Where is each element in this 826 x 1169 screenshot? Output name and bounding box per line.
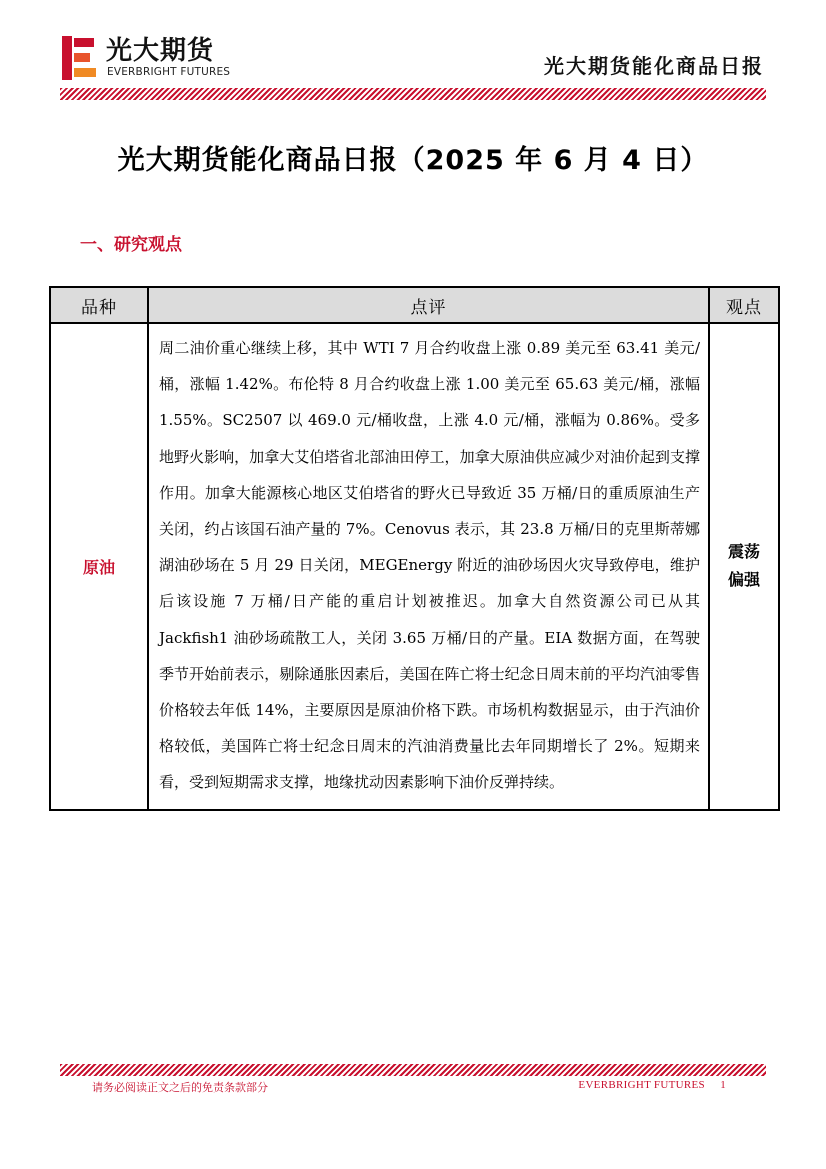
disclaimer-text: 请务必阅读正文之后的免责条款部分	[92, 1081, 268, 1094]
logo-text-en: EVERBRIGHT FUTURES	[107, 66, 231, 78]
footer-brand-name: EVERBRIGHT FUTURES	[578, 1079, 705, 1091]
table-row	[50, 323, 779, 810]
variety-cell: 原油	[50, 323, 148, 810]
page-number: 1	[720, 1079, 726, 1091]
column-header-variety: 品种	[50, 287, 148, 323]
column-header-comment: 点评	[148, 287, 709, 323]
everbright-logo-icon	[62, 36, 98, 80]
header-title: 光大期货能化商品日报	[544, 54, 764, 78]
section-heading-research: 一、研究观点	[80, 235, 182, 255]
header-divider	[60, 88, 766, 100]
comment-cell: 周二油价重心继续上移，其中 WTI 7 月合约收盘上涨 0.89 美元至 63.41 美元/桶，涨幅 1.42%。布伦特 8 月合约收盘上涨 1.00 美元至 65.63 美元/桶，涨幅 1.55%。SC2507 以 469.0 元/桶收盘，上涨 4.0 元/桶，涨幅为 0.86%。受多地野火影响，加拿大艾伯塔省北部油田停工，加拿大原油供应减少对油价起到支撑作用。加拿大能源核心地区艾伯塔省的野火已导致近 35 万桶/日的重质原油生产关闭，约占该国石油产量的 7%。Cenovus 表示，其 23.8 万桶/日的克里斯蒂娜湖油砂场在 5 月 29 日关闭，MEGEnergy 附近的油砂场因火灾导致停电，维护后该设施 7 万桶/日产能的重启计划被推迟。加拿大自然资源公司已从其 Jackfish1 油砂场疏散工人，关闭 3.65 万桶/日的产量。EIA 数据方面，在驾驶季节开始前表示，剔除通胀因素后，美国在阵亡将士纪念日周末前的平均汽油零售价格较去年低 14%，主要原因是原油价格下跌。市场机构数据显示，由于汽油价格较低，美国阵亡将士纪念日周末的汽油消费量比去年同期增长了 2%。短期来看，受到短期需求支撑，地缘扰动因素影响下油价反弹持续。	[148, 323, 709, 810]
table-header-row	[50, 287, 779, 323]
column-header-view: 观点	[709, 287, 779, 323]
research-view-table	[49, 286, 780, 811]
view-cell: 震荡 偏强	[709, 323, 779, 810]
company-logo	[62, 36, 242, 82]
footer-divider	[60, 1064, 766, 1076]
logo-text-cn: 光大期货	[106, 36, 215, 66]
report-title: 光大期货能化商品日报（2025 年 6 月 4 日）	[117, 145, 709, 176]
footer-brand	[578, 1079, 726, 1091]
